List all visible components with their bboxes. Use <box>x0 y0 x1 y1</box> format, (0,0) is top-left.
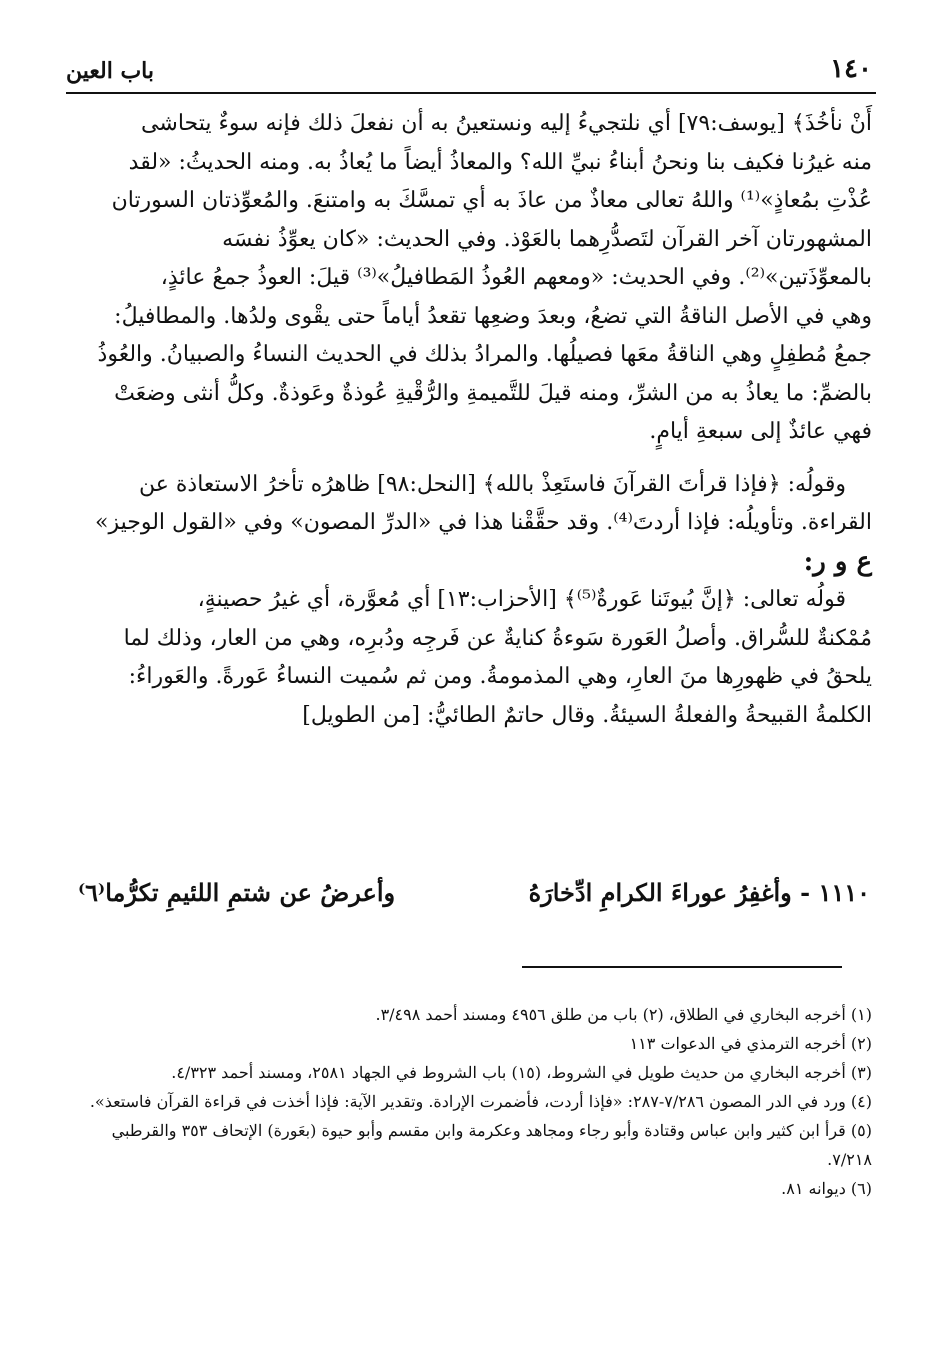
footnotes <box>72 1000 872 1203</box>
body-line: أَنْ نأخُذَ﴾ [يوسف:٧٩] أي نلتجيءُ إليه ونستعينُ به أن نفعلَ ذلك فإنه سوءٌ يتحاشى <box>141 111 872 136</box>
body-line: منه غيرُنا فكيف بنا ونحنُ أبناءُ نبيِّ الله؟ والمعاذُ أيضاً ما يُعاذُ به. ومنه الحديثُ: «لقد <box>128 149 872 175</box>
body-line: فهي عائذٌ إلى سبعةِ أيامٍ. <box>649 419 872 444</box>
footnote: (٣) أخرجه البخاري من حديث طويل في الشروط، (١٥) باب الشروط في الجهاد ٢٥٨١، ومسند أحمد ٤/٣٢٣. <box>171 1063 872 1082</box>
body-line: الكلمةُ القبيحةُ والفعلةُ السيئةُ. وقال حاتمٌ الطائيُّ: [من الطويل] <box>302 702 872 728</box>
poetry-verse <box>78 878 870 926</box>
footnote: (٥) قرأ ابن كثير وابن عباس وقتادة وأبو رجاء ومجاهد وعكرمة وابن مقسم وأبو حيوة (بعَورة) الإتحاف ٣٥٣ والقرطبي ٧/٢١٨. <box>111 1121 872 1169</box>
header-rule <box>66 92 876 94</box>
entry-root-heading: ع و ر: <box>803 546 872 577</box>
body-line: يلحقُ في ظهورِها منَ العارِ، وهي المذمومةُ. ومن ثم سُميت النساءُ عَورةً. والعَوراءُ: <box>128 664 872 689</box>
body-line: وهي في الأصل الناقةُ التي تضعُ، وبعدَ وضعِها تقعدُ أياماً حتى يقْوى ولدُها. والمطافيلُ: <box>114 303 872 329</box>
body-line: بالمعوِّذَتين»⁽²⁾. وفي الحديث: «ومعهم العُوذُ المَطافيلُ»⁽³⁾ قيلَ: العوذُ جمعُ عائذٍ، <box>160 265 872 290</box>
page-number: ١٤٠ <box>830 54 872 84</box>
verse-first-hemistich: ١١١٠ - وأغفِرُ عوراءَ الكرامِ ادِّخارَهُ <box>528 878 870 907</box>
main-text <box>72 105 872 735</box>
verse-second-hemistich: وأعرضُ عن شتمِ اللئيمِ تكرُّما⁽٦⁾ <box>78 878 396 907</box>
chapter-title: باب العين <box>66 58 155 84</box>
body-line: المشهورتان آخر القرآن لتَصدُّرِهما بالعَوْذ. وفي الحديث: «كان يعوِّذُ نفسَه <box>222 226 872 252</box>
footnote: (١) أخرجه البخاري في الطلاق، (٢) باب من طلق ٤٩٥٦ ومسند أحمد ٣/٤٩٨. <box>375 1005 872 1024</box>
body-line: مُمْكنةٌ للسُّراق. وأصلُ العَورة سَوءةُ كنايةٌ عن فَرجِه ودُبرِه، وهي من العار، وذلك لما <box>123 625 872 651</box>
body-line: بالضمِّ: ما يعاذُ به من الشرِّ، ومنه قيلَ للتَّميمةِ والرُّقْيةِ عُوذةٌ وعَوذةٌ. وكلُّ أنثى وضعَتْ <box>114 380 872 406</box>
body-line: عُذْتِ بمُعاذٍ»⁽¹⁾ واللهُ تعالى معاذٌ من عاذَ به أي تمسَّكَ به وامتنعَ. والمُعوِّذتان السورتان <box>111 188 872 213</box>
body-line: القراءة. وتأويلُه: فإذا أردتَ⁽⁴⁾. وقد حقَّقْنا هذا في «الدرِّ المصون» وفي «القول الوجيز» <box>95 510 872 535</box>
page-header <box>66 52 872 92</box>
body-line: قولُه تعالى: ﴿إنَّ بُيوتَنا عَورةٌ⁽⁵⁾﴾ [الأحزاب:١٣] أي مُعوَّرة، أي غيرُ حصينةٍ، <box>197 587 846 612</box>
footnote: (٢) أخرجه الترمذي في الدعوات ١١٣ <box>629 1034 872 1053</box>
footnote: (٤) ورد في الدر المصون ٧/٢٨٦-٢٨٧: «فإذا أردت، فأضمرت الإرادة. وتقدير الآية: فإذا أخذت في قراءة القرآن فاستعذ». <box>89 1092 872 1111</box>
footnote-separator <box>522 966 842 968</box>
paragraph-gap <box>72 452 872 466</box>
body-line: وقولُه: ﴿فإذا قرأتَ القرآنَ فاستَعِذْ بالله﴾ [النحل:٩٨] ظاهرُه تأخرُ الاستعاذة عن <box>139 471 846 497</box>
body-line: جمعُ مُطفِلٍ وهي الناقةُ معَها فصيلُها. والمرادُ بذلك في الحديث النساءُ والصبيانُ. والعُوذُ <box>97 342 872 367</box>
footnote: (٦) ديوانه ٨١. <box>781 1179 872 1198</box>
